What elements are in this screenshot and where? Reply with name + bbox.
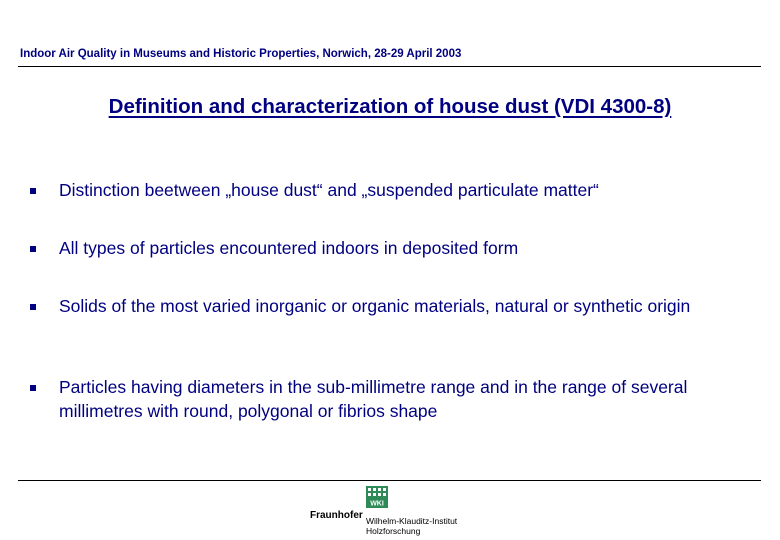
logo-badge-text: WKI [370,500,384,508]
institute-line: Wilhelm-Klauditz-Institut [366,516,458,526]
square-bullet-icon [30,385,36,391]
slide-title: Definition and characterization of house dust (VDI 4300-8) [108,95,672,118]
bullet-item [30,236,750,260]
header-divider [18,66,761,67]
square-bullet-icon [30,246,36,252]
bullet-text: All types of particles encountered indoors in deposited form [59,238,519,258]
bullet-text: Solids of the most varied inorganic or organic materials, natural or synthetic origin [59,296,691,316]
bullet-item [30,375,750,423]
square-bullet-icon [30,188,36,194]
square-bullet-icon [30,304,36,310]
wki-logo-icon [366,486,388,508]
brand-name: Fraunhofer [310,510,363,521]
bullet-text: Particles having diameters in the sub-millimetre range and in the range of several millimetres with round, polygonal or fibrios shape [59,377,688,421]
bullet-text: Distinction beetween „house dust“ and „suspended particulate matter“ [59,180,599,200]
institute-line: Holzforschung [366,526,421,536]
bullet-item [30,294,750,318]
conference-header: Indoor Air Quality in Museums and Historic Properties, Norwich, 28-29 April 2003 [20,48,462,60]
institute-name [366,516,457,536]
bullet-item [30,178,750,202]
footer-divider [18,480,761,481]
fraunhofer-wki-logo [310,486,480,536]
